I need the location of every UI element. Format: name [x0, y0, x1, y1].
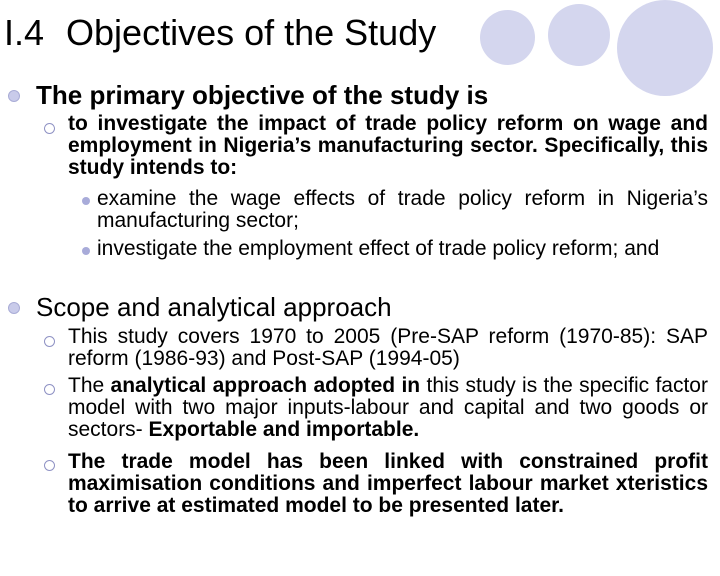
level1-bullet-icon [8, 90, 20, 102]
scope-item-2-part4: Exportable and importable. [148, 418, 420, 441]
primary-objective-text: to investigate the impact of trade policy reform on wage and employment in Nigeria’s manufacturing sector. Specifically, this study intends to: [68, 112, 708, 179]
level3-bullet-icon [82, 197, 90, 205]
decorative-circle-medium [548, 4, 610, 66]
level2-bullet-icon [44, 123, 55, 134]
section-heading-primary: The primary objective of the study is [36, 80, 489, 110]
scope-item-2-part3: this study is the specific factor model with two major inputs-labour and capital and two goods or sectors- [68, 374, 708, 441]
scope-item-2 [68, 375, 708, 441]
title-number: I.4 [4, 12, 45, 53]
level2-bullet-icon [44, 460, 55, 471]
level2-bullet-icon [44, 384, 55, 395]
title-text: Objectives of the Study [66, 12, 437, 53]
level1-bullet-icon [8, 302, 20, 314]
section-heading-scope: Scope and analytical approach [36, 292, 392, 322]
objective-bullet-1: examine the wage effects of trade policy reform in Nigeria’s manufacturing sector; [97, 187, 708, 232]
decorative-circle-small [480, 10, 535, 65]
scope-item-2-part2: analytical approach adopted in [110, 374, 421, 397]
objective-bullet-2: investigate the employment effect of trade policy reform; and [97, 237, 660, 260]
level3-bullet-icon [82, 247, 90, 255]
level2-bullet-icon [44, 336, 55, 347]
decorative-circle-large [617, 0, 713, 96]
scope-item-1: This study covers 1970 to 2005 (Pre-SAP reform (1970-85): SAP reform (1986-93) and Post-SAP (1994-05) [68, 325, 708, 370]
scope-item-3: The trade model has been linked with constrained profit maximisation conditions and imperfect labour market xteristics to arrive at estimated model to be presented later. [68, 450, 708, 517]
scope-item-2-part1: The [68, 374, 111, 397]
slide-title [4, 12, 436, 54]
